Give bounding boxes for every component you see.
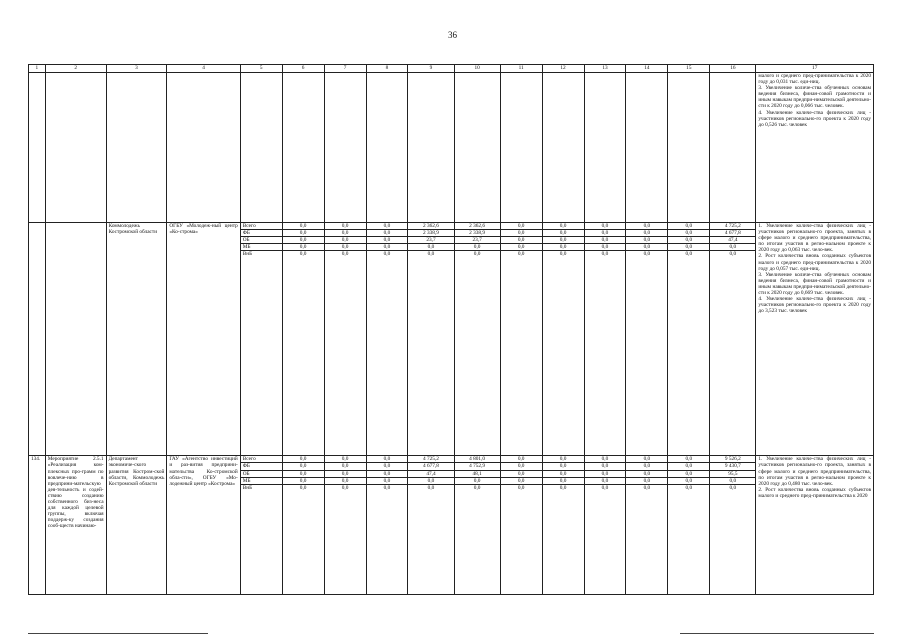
value-cell: 0,0	[500, 251, 542, 456]
value-cell: 0,0	[584, 484, 626, 594]
value-cell: 0,0	[626, 237, 668, 244]
header-cell: 7	[324, 65, 366, 73]
value-cell: 0,0	[324, 251, 366, 456]
page-number: 36	[448, 30, 457, 40]
value-cell: 0,0	[626, 230, 668, 237]
responsible-executor-cell: Департамент экономиче-ского развития Костром-ской области, Коммолодежь Костромской области	[106, 456, 167, 594]
value-cell: 0,0	[584, 223, 626, 230]
value-cell: 0,0	[542, 230, 584, 237]
value-cell: 0,0	[500, 230, 542, 237]
value-cell: 0,0	[710, 251, 756, 456]
value-cell: 0,0	[282, 223, 324, 230]
value-cell: 0,0	[454, 477, 500, 484]
value-cell: 0,0	[282, 484, 324, 594]
value-cell: 0,0	[282, 477, 324, 484]
value-cell: 0,0	[668, 456, 710, 463]
value-cell: 0,0	[324, 463, 366, 470]
value-cell: 9 430,7	[710, 463, 756, 470]
value-cell: 0,0	[500, 463, 542, 470]
header-cell: 4	[167, 65, 240, 73]
value-cell: 0,0	[626, 470, 668, 477]
value-cell: 0,0	[542, 470, 584, 477]
measures-table	[28, 64, 874, 595]
value-cell: 0,0	[500, 237, 542, 244]
value-cell: 0,0	[500, 470, 542, 477]
value-cell: 0,0	[542, 251, 584, 456]
value-cell: 9 526,2	[710, 456, 756, 463]
value-cell: 0,0	[584, 244, 626, 251]
value-cell: 0,0	[366, 223, 408, 230]
value-cell: 0,0	[500, 244, 542, 251]
value-cell: 0,0	[584, 463, 626, 470]
value-cell: 0,0	[710, 484, 756, 594]
value-cell: 0,0	[668, 244, 710, 251]
value-cell: 0,0	[584, 477, 626, 484]
value-cell: 2 362,6	[408, 223, 454, 230]
value-cell: 47,4	[710, 237, 756, 244]
value-cell: 0,0	[500, 223, 542, 230]
measure-name-cell: Мероприятие 2.5.1 «Реализация ком-плексных про-грамм по вовлече-нию в предприни-мательскую дея-тельность и содей-ствию созданию собственного биз-неса для каждой целевой группы, включая поддерж-ку создания сооб-ществ начинаю-	[45, 456, 106, 594]
header-cell: 2	[45, 65, 106, 73]
value-cell: 0,0	[454, 244, 500, 251]
header-cell: 11	[500, 65, 542, 73]
value-cell: 0,0	[282, 456, 324, 463]
value-cell: 0,0	[366, 237, 408, 244]
value-cell: 0,0	[366, 456, 408, 463]
value-cell: 0,0	[500, 456, 542, 463]
value-cell: 4 677,8	[710, 230, 756, 237]
value-cell: 0,0	[710, 477, 756, 484]
header-cell: 1	[29, 65, 46, 73]
value-cell: 0,0	[668, 470, 710, 477]
value-cell: 23,7	[454, 237, 500, 244]
value-cell: 47,4	[408, 470, 454, 477]
value-cell: 0,0	[542, 456, 584, 463]
value-cell: 0,0	[626, 456, 668, 463]
value-cell: 0,0	[324, 477, 366, 484]
header-cell: 14	[626, 65, 668, 73]
value-cell: 0,0	[324, 456, 366, 463]
value-cell: 0,0	[408, 244, 454, 251]
header-cell: 10	[454, 65, 500, 73]
value-cell: 23,7	[408, 237, 454, 244]
value-cell: 0,0	[282, 237, 324, 244]
source-cell: ФБ	[240, 463, 282, 470]
source-cell: ФБ	[240, 230, 282, 237]
source-cell: ВнБ	[240, 484, 282, 594]
value-cell: 0,0	[324, 470, 366, 477]
table-row	[29, 456, 874, 463]
value-cell: 0,0	[668, 230, 710, 237]
header-cell: 16	[710, 65, 756, 73]
value-cell: 0,0	[668, 463, 710, 470]
value-cell: 0,0	[626, 223, 668, 230]
value-cell: 0,0	[542, 244, 584, 251]
expected-results-cell: 1. Увеличение количе-ства физических лиц - участников регионально-го проекта, занятых в сфере малого и среднего предпринимательства, по итогам участия в регио-нальном проекте к 2020 году до 0,480 тыс. чело-век. 2. Рост количества вновь созданных субъектов малого и среднего пред-принимательства к 2020	[756, 456, 874, 594]
value-cell: 0,0	[626, 484, 668, 594]
value-cell: 0,0	[542, 463, 584, 470]
value-cell: 0,0	[626, 251, 668, 456]
value-cell: 4 752,9	[454, 463, 500, 470]
value-cell: 0,0	[584, 470, 626, 477]
footer-rule-left	[28, 633, 208, 634]
header-row	[29, 65, 874, 73]
value-cell: 0,0	[668, 477, 710, 484]
expected-results-cell: 1. Увеличение количе-ства физических лиц - участников регионально-го проекта, занятых в сфере малого и среднего предпринимательства, по итогам участия в регио-нальном проекте к 2020 году до 0,063 тыс. чело-век. 2. Рост количества вновь созданных субъектов малого и среднего пред-принимательства к 2020 году до 0,057 тыс. еди-ниц. 3. Увеличение количе-ства обученных основам ведения бизнеса, финан-совой грамотности и иным навыкам предпри-нимательской деятельно-сти к 2020 году до 0,669 тыс. человек. 4. Увеличение количе-ства физических лиц - участников регионально-го проекта к 2020 году до 3,523 тыс. человек	[756, 223, 874, 456]
value-cell: 4 725,2	[710, 223, 756, 230]
value-cell: 0,0	[454, 251, 500, 456]
footer-rule-right	[680, 633, 874, 634]
header-cell: 5	[240, 65, 282, 73]
value-cell: 2 338,9	[454, 230, 500, 237]
expected-results-cell: малого и среднего пред-принимательства к 2020 году до 0,031 тыс. еди-ниц. 3. Увеличение количе-ства обученных основам ведения бизнеса, финан-совой грамотности и иным навыкам предпри-нимательской деятельно-сти к 2020 году до 0,066 тыс. человек. 4. Увеличение количе-ства физических лиц - участников регионально-го проекта к 2020 году до 0,526 тыс. человек	[756, 73, 874, 223]
value-cell: 0,0	[542, 477, 584, 484]
participant-cell: ОГБУ «Молодеж-ный центр «Ко-строма»	[167, 223, 240, 456]
value-cell: 0,0	[542, 223, 584, 230]
value-cell: 0,0	[710, 244, 756, 251]
value-cell: 0,0	[282, 244, 324, 251]
table-row	[29, 223, 874, 230]
source-cell: Всего	[240, 456, 282, 463]
value-cell: 0,0	[366, 463, 408, 470]
value-cell: 0,0	[282, 463, 324, 470]
value-cell: 0,0	[324, 237, 366, 244]
value-cell: 0,0	[668, 237, 710, 244]
value-cell: 95,5	[710, 470, 756, 477]
source-cell: МБ	[240, 477, 282, 484]
value-cell: 0,0	[668, 251, 710, 456]
value-cell: 0,0	[282, 230, 324, 237]
value-cell: 4 677,8	[408, 463, 454, 470]
header-cell: 6	[282, 65, 324, 73]
header-cell: 3	[106, 65, 167, 73]
header-cell: 9	[408, 65, 454, 73]
value-cell: 0,0	[584, 251, 626, 456]
value-cell: 0,0	[584, 237, 626, 244]
source-cell: ОБ	[240, 470, 282, 477]
value-cell: 0,0	[324, 223, 366, 230]
row-number: 134.	[29, 456, 46, 594]
value-cell: 0,0	[668, 484, 710, 594]
value-cell: 0,0	[500, 484, 542, 594]
value-cell: 0,0	[324, 230, 366, 237]
value-cell: 0,0	[408, 477, 454, 484]
value-cell: 0,0	[668, 223, 710, 230]
header-cell: 13	[584, 65, 626, 73]
value-cell: 0,0	[454, 484, 500, 594]
value-cell: 4 725,2	[408, 456, 454, 463]
table-row	[29, 73, 874, 223]
value-cell: 0,0	[542, 484, 584, 594]
source-cell: ОБ	[240, 237, 282, 244]
value-cell: 0,0	[366, 484, 408, 594]
header-cell: 17	[756, 65, 874, 73]
measures-table-wrapper	[28, 64, 874, 638]
value-cell: 0,0	[366, 470, 408, 477]
value-cell: 0,0	[366, 230, 408, 237]
value-cell: 4 801,0	[454, 456, 500, 463]
value-cell: 2 338,9	[408, 230, 454, 237]
responsible-executor-cell: Коммолодежь Костромской области	[106, 223, 167, 456]
value-cell: 0,0	[408, 484, 454, 594]
value-cell: 0,0	[366, 251, 408, 456]
value-cell: 0,0	[626, 463, 668, 470]
header-cell: 8	[366, 65, 408, 73]
value-cell: 0,0	[626, 244, 668, 251]
value-cell: 0,0	[626, 477, 668, 484]
value-cell: 0,0	[584, 456, 626, 463]
value-cell: 0,0	[408, 251, 454, 456]
value-cell: 0,0	[282, 251, 324, 456]
header-cell: 15	[668, 65, 710, 73]
value-cell: 0,0	[324, 484, 366, 594]
participant-cell: ГАУ «Агентство инвестиций и раз-вития предприни-мательства Ко-стромской обла-сти», ОГБУ «Мо-лодежный центр «Кострома»	[167, 456, 240, 594]
header-cell: 12	[542, 65, 584, 73]
value-cell: 0,0	[324, 244, 366, 251]
value-cell: 0,0	[366, 477, 408, 484]
value-cell: 0,0	[542, 237, 584, 244]
value-cell: 0,0	[500, 477, 542, 484]
value-cell: 2 362,6	[454, 223, 500, 230]
value-cell: 0,0	[282, 470, 324, 477]
source-cell: ВнБ	[240, 251, 282, 456]
value-cell: 48,1	[454, 470, 500, 477]
value-cell: 0,0	[584, 230, 626, 237]
value-cell: 0,0	[366, 244, 408, 251]
source-cell: МБ	[240, 244, 282, 251]
source-cell: Всего	[240, 223, 282, 230]
